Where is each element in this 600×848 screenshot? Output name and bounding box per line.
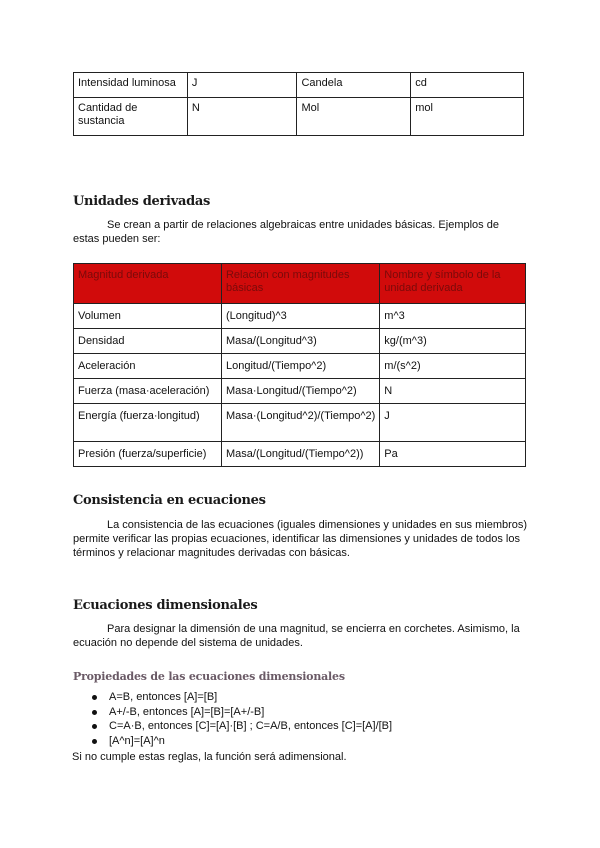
bullet-icon bbox=[92, 695, 97, 700]
table-cell: N bbox=[187, 98, 297, 136]
table-cell: J bbox=[187, 73, 297, 98]
table-cell: Fuerza (masa·aceleración) bbox=[74, 379, 222, 404]
derived-intro-text: Se crean a partir de relaciones algebraicas entre unidades básicas. Ejemplos de estas pueden ser: bbox=[73, 219, 499, 245]
table-cell: Masa/(Longitud^3) bbox=[221, 329, 379, 354]
table-cell: Masa·(Longitud^2)/(Tiempo^2) bbox=[221, 404, 379, 442]
basic-units-table bbox=[73, 72, 524, 136]
list-item: C=A·B, entonces [C]=[A]·[B] ; C=A/B, entonces [C]=[A]/[B] bbox=[73, 719, 392, 734]
table-cell: Cantidad de sustancia bbox=[74, 98, 188, 136]
table-header-cell: Nombre y símbolo de la unidad derivada bbox=[380, 264, 526, 304]
section-heading-consistency: Consistencia en ecuaciones bbox=[73, 493, 266, 508]
table-row bbox=[74, 379, 526, 404]
table-cell: cd bbox=[411, 73, 524, 98]
section-heading-dimensional: Ecuaciones dimensionales bbox=[73, 598, 258, 613]
table-cell: mol bbox=[411, 98, 524, 136]
table-cell: (Longitud)^3 bbox=[221, 304, 379, 329]
table-row bbox=[74, 329, 526, 354]
table-cell: Masa·Longitud/(Tiempo^2) bbox=[221, 379, 379, 404]
list-item: [A^n]=[A]^n bbox=[73, 734, 392, 749]
table-row bbox=[74, 442, 526, 467]
table-cell: Intensidad luminosa bbox=[74, 73, 188, 98]
section-heading-derived-units: Unidades derivadas bbox=[73, 194, 211, 209]
table-cell: kg/(m^3) bbox=[380, 329, 526, 354]
table-cell: Densidad bbox=[74, 329, 222, 354]
table-row bbox=[74, 98, 524, 136]
table-cell: Volumen bbox=[74, 304, 222, 329]
table-cell: m/(s^2) bbox=[380, 354, 526, 379]
table-cell: N bbox=[380, 379, 526, 404]
table-cell: J bbox=[380, 404, 526, 442]
consistency-paragraph bbox=[73, 518, 528, 560]
table-cell: Masa/(Longitud/(Tiempo^2)) bbox=[221, 442, 379, 467]
closing-note: Si no cumple estas reglas, la función será adimensional. bbox=[72, 751, 347, 763]
properties-list bbox=[73, 690, 392, 748]
table-cell: Longitud/(Tiempo^2) bbox=[221, 354, 379, 379]
dimensional-paragraph bbox=[73, 622, 528, 650]
table-cell: Presión (fuerza/superficie) bbox=[74, 442, 222, 467]
table-row bbox=[74, 404, 526, 442]
table-header-cell: Relación con magnitudes básicas bbox=[221, 264, 379, 304]
subheading-properties: Propiedades de las ecuaciones dimensionales bbox=[73, 670, 345, 683]
table-row bbox=[74, 304, 526, 329]
table-cell: m^3 bbox=[380, 304, 526, 329]
table-cell: Pa bbox=[380, 442, 526, 467]
list-item: A=B, entonces [A]=[B] bbox=[73, 690, 392, 705]
table-cell: Candela bbox=[297, 73, 411, 98]
table-header-cell: Magnitud derivada bbox=[74, 264, 222, 304]
table-row bbox=[74, 354, 526, 379]
table-cell: Mol bbox=[297, 98, 411, 136]
consistency-text: La consistencia de las ecuaciones (iguales dimensiones y unidades en sus miembros) permite verificar las propias ecuaciones, identificar las dimensiones y unidades de todos los términos y relacionar magnitudes derivadas con básicas. bbox=[73, 519, 528, 559]
bullet-icon bbox=[92, 710, 97, 715]
derived-intro-paragraph bbox=[73, 218, 528, 246]
bullet-icon bbox=[92, 739, 97, 744]
table-row bbox=[74, 73, 524, 98]
dimensional-text: Para designar la dimensión de una magnitud, se encierra en corchetes. Asimismo, la ecuación no depende del sistema de unidades. bbox=[73, 623, 520, 649]
table-header-row bbox=[74, 264, 526, 304]
list-item: A+/-B, entonces [A]=[B]=[A+/-B] bbox=[73, 705, 392, 720]
bullet-icon bbox=[92, 724, 97, 729]
table-cell: Aceleración bbox=[74, 354, 222, 379]
derived-units-table bbox=[73, 263, 526, 467]
table-cell: Energía (fuerza·longitud) bbox=[74, 404, 222, 442]
